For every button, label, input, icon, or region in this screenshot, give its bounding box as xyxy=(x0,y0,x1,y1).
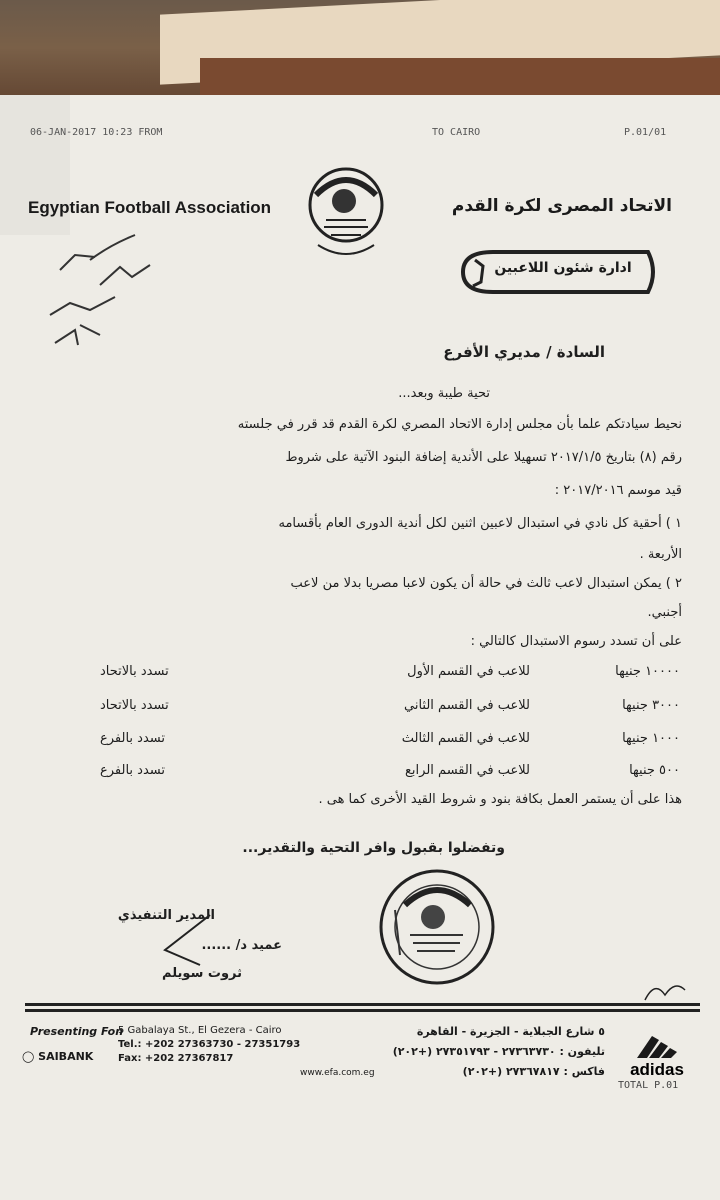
signatory-rank: عميد د/ ...... xyxy=(201,938,282,953)
fax-page: P.01/01 xyxy=(624,127,667,138)
salutation: السادة / مديري الأفرع xyxy=(443,343,605,361)
item-1-line: ١ ) أحقية كل نادي في استبدال لاعبين اثنين لكل أندية الدورى العام بأقسامه xyxy=(278,516,682,531)
association-name-english: Egyptian Football Association xyxy=(28,198,272,217)
paragraph-line: قيد موسم ٢٠١٧/٢٠١٦ : xyxy=(554,483,682,498)
footer-divider xyxy=(25,1003,700,1017)
item-2-line: أجنبي. xyxy=(647,605,682,620)
signature-icon xyxy=(150,910,220,970)
item-1-line: الأربعة . xyxy=(639,547,682,562)
fee-payment: تسدد بالفرع xyxy=(100,731,166,746)
fax-total-pages: TOTAL P.01 xyxy=(618,1080,679,1091)
fax-english: Fax: +202 27367817 xyxy=(118,1053,234,1064)
fee-row xyxy=(100,664,680,684)
address-english: 5 Gabalaya St., El Gezera - Cairo xyxy=(118,1025,282,1036)
sponsor-presenting: Presenting Fon xyxy=(30,1025,124,1038)
fee-amount: ١٠٠٠٠ جنيها xyxy=(615,664,680,679)
official-seal-icon xyxy=(375,865,500,990)
fee-amount: ١٠٠٠ جنيها xyxy=(622,731,680,746)
fee-payment: تسدد بالاتحاد xyxy=(100,664,169,679)
adidas-wordmark: adidas xyxy=(630,1060,684,1079)
adidas-stripes-icon xyxy=(617,1030,697,1062)
fax-destination: TO CAIRO xyxy=(432,127,481,138)
fee-payment: تسدد بالاتحاد xyxy=(100,698,169,713)
website: www.efa.com.eg xyxy=(300,1068,375,1078)
sponsor-bank: ◯ SAIBANK xyxy=(22,1050,94,1063)
fee-amount: ٥٠٠ جنيها xyxy=(629,763,680,778)
fee-player: للاعب في القسم الثالث xyxy=(401,731,530,746)
signatory-name: ثروت سويلم xyxy=(162,966,242,981)
telephone-arabic: تليفون : ٢٧٣٦٣٧٣٠ - ٢٧٣٥١٧٩٣ (+٢٠٢) xyxy=(392,1045,605,1058)
paragraph-line: نحيط سيادتكم علما بأن مجلس إدارة الاتحاد المصري لكرة القدم قد قرر في جلسته xyxy=(237,417,682,432)
fees-intro: على أن تسدد رسوم الاستبدال كالتالي : xyxy=(470,634,682,649)
greeting: تحية طيبة وبعد... xyxy=(398,386,490,401)
paragraph-line: رقم (٨) بتاريخ ٢٠١٧/١/٥ تسهيلا على الأندية إضافة البنود الآتية على شروط xyxy=(285,450,682,465)
department-name: ادارة شئون اللاعبين xyxy=(494,260,632,276)
fax-datetime: 06-JAN-2017 10:23 FROM xyxy=(30,127,163,138)
closing-note: هذا على أن يستمر العمل بكافة بنود و شروط القيد الأخرى كما هى . xyxy=(318,792,682,807)
fee-row xyxy=(100,763,680,783)
fee-player: للاعب في القسم الرابع xyxy=(405,763,530,778)
initials-icon xyxy=(640,975,690,1005)
item-2-line: ٢ ) يمكن استبدال لاعب ثالث في حالة أن يكون لاعبا مصريا بدلا من لاعب xyxy=(290,576,682,591)
address-arabic: ٥ شارع الجبلاية - الجزيرة - القاهرة xyxy=(416,1025,605,1038)
fee-row xyxy=(100,731,680,751)
handwritten-reference-icon xyxy=(40,225,180,355)
fee-row xyxy=(100,698,680,718)
adidas-logo xyxy=(617,1030,697,1080)
fee-payment: تسدد بالفرع xyxy=(100,763,166,778)
association-name-arabic: الاتحاد المصرى لكرة القدم xyxy=(451,196,672,216)
fee-amount: ٣٠٠٠ جنيها xyxy=(622,698,680,713)
regards: وتفضلوا بقبول وافر التحية والتقدير... xyxy=(242,840,505,856)
signatory-title: المدير التنفيذي xyxy=(117,908,215,923)
fee-player: للاعب في القسم الأول xyxy=(407,664,530,679)
fax-arabic: فاكس : ٢٧٣٦٧٨١٧ (+٢٠٢) xyxy=(462,1065,605,1078)
efa-logo-icon xyxy=(296,165,396,275)
bank-logo-icon: ◯ xyxy=(22,1050,35,1063)
telephone-english: Tel.: +202 27363730 - 27351793 xyxy=(118,1039,301,1050)
fee-player: للاعب في القسم الثاني xyxy=(404,698,530,713)
